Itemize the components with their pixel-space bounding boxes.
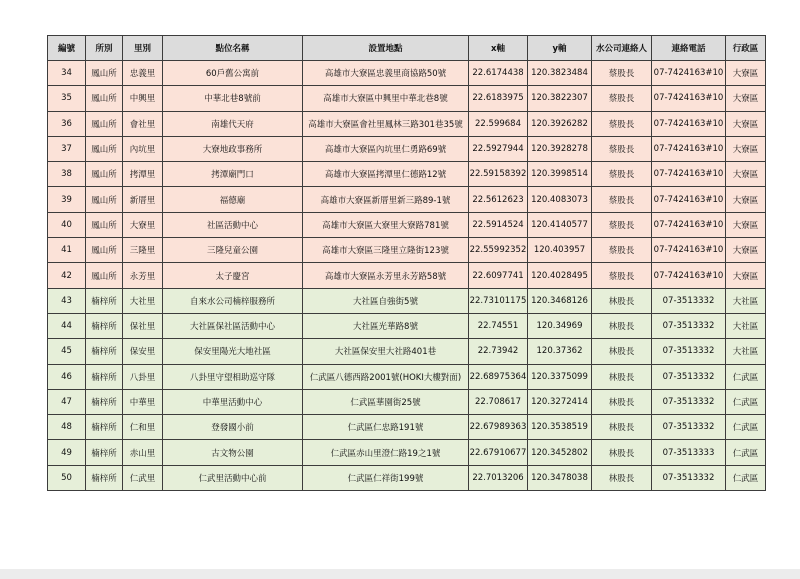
cell-site-name: 南雄代天府	[163, 111, 303, 136]
header-x: x軸	[469, 36, 528, 61]
cell-office: 楠梓所	[86, 339, 123, 364]
cell-address: 高雄市大寮區永芳里永芳路58號	[303, 263, 469, 288]
cell-office: 鳳山所	[86, 238, 123, 263]
cell-number: 34	[48, 61, 86, 86]
cell-village: 忠義里	[123, 61, 163, 86]
cell-office: 鳳山所	[86, 187, 123, 212]
cell-x: 22.5927944	[469, 136, 528, 161]
cell-contact: 蔡股長	[592, 187, 652, 212]
cell-district: 仁武區	[726, 415, 766, 440]
cell-phone: 07-7424163#10	[652, 61, 726, 86]
cell-x: 22.68975364	[469, 364, 528, 389]
cell-office: 楠梓所	[86, 364, 123, 389]
cell-address: 高雄市大寮區大寮里大寮路781號	[303, 212, 469, 237]
cell-address: 高雄市大寮區忠義里商協路50號	[303, 61, 469, 86]
cell-number: 39	[48, 187, 86, 212]
cell-site-name: 中華里活動中心	[163, 389, 303, 414]
cell-office: 鳳山所	[86, 162, 123, 187]
water-station-table	[47, 35, 766, 491]
cell-x: 22.73101175	[469, 288, 528, 313]
cell-contact: 蔡股長	[592, 263, 652, 288]
cell-district: 大寮區	[726, 162, 766, 187]
table-row	[48, 86, 766, 111]
cell-contact: 蔡股長	[592, 162, 652, 187]
cell-number: 38	[48, 162, 86, 187]
cell-number: 47	[48, 389, 86, 414]
cell-village: 大社里	[123, 288, 163, 313]
cell-number: 50	[48, 465, 86, 490]
cell-contact: 蔡股長	[592, 86, 652, 111]
table-row	[48, 263, 766, 288]
cell-number: 48	[48, 415, 86, 440]
cell-y: 120.3928278	[528, 136, 592, 161]
cell-phone: 07-7424163#10	[652, 162, 726, 187]
cell-district: 仁武區	[726, 364, 766, 389]
header-site-name: 點位名稱	[163, 36, 303, 61]
header-number: 編號	[48, 36, 86, 61]
cell-x: 22.708617	[469, 389, 528, 414]
cell-village: 仁武里	[123, 465, 163, 490]
cell-site-name: 仁武里活動中心前	[163, 465, 303, 490]
cell-village: 三隆里	[123, 238, 163, 263]
table-row	[48, 415, 766, 440]
cell-site-name: 社區活動中心	[163, 212, 303, 237]
cell-site-name: 保安里陽光大地社區	[163, 339, 303, 364]
cell-phone: 07-3513332	[652, 389, 726, 414]
cell-x: 22.5612623	[469, 187, 528, 212]
cell-address: 高雄市大寮區三隆里立隆街123號	[303, 238, 469, 263]
cell-phone: 07-3513333	[652, 440, 726, 465]
header-office: 所別	[86, 36, 123, 61]
cell-office: 鳳山所	[86, 61, 123, 86]
table-row	[48, 364, 766, 389]
cell-village: 八卦里	[123, 364, 163, 389]
cell-district: 大寮區	[726, 212, 766, 237]
cell-contact: 蔡股長	[592, 61, 652, 86]
cell-phone: 07-7424163#10	[652, 238, 726, 263]
cell-village: 中華里	[123, 389, 163, 414]
table-row	[48, 339, 766, 364]
cell-y: 120.34969	[528, 313, 592, 338]
cell-district: 仁武區	[726, 440, 766, 465]
cell-site-name: 中華北巷8號前	[163, 86, 303, 111]
table-row	[48, 136, 766, 161]
cell-site-name: 三隆兒童公園	[163, 238, 303, 263]
cell-village: 永芳里	[123, 263, 163, 288]
cell-y: 120.3452802	[528, 440, 592, 465]
cell-phone: 07-3513332	[652, 364, 726, 389]
cell-contact: 林股長	[592, 288, 652, 313]
cell-phone: 07-3513332	[652, 339, 726, 364]
cell-y: 120.4028495	[528, 263, 592, 288]
table-row	[48, 162, 766, 187]
bottom-scroll-area	[0, 569, 800, 579]
cell-phone: 07-7424163#10	[652, 86, 726, 111]
header-village: 里別	[123, 36, 163, 61]
cell-y: 120.3823484	[528, 61, 592, 86]
cell-address: 仁武區仁祥街199號	[303, 465, 469, 490]
cell-site-name: 大寮地政事務所	[163, 136, 303, 161]
header-contact: 水公司連絡人	[592, 36, 652, 61]
cell-y: 120.3468126	[528, 288, 592, 313]
cell-district: 大寮區	[726, 263, 766, 288]
table-row	[48, 111, 766, 136]
cell-village: 中興里	[123, 86, 163, 111]
cell-number: 43	[48, 288, 86, 313]
cell-office: 楠梓所	[86, 389, 123, 414]
cell-address: 仁武區八德西路2001號(HOKI大樓對面)	[303, 364, 469, 389]
cell-y: 120.3538519	[528, 415, 592, 440]
cell-x: 22.67910677	[469, 440, 528, 465]
table-body	[48, 61, 766, 491]
cell-office: 鳳山所	[86, 263, 123, 288]
cell-office: 鳳山所	[86, 86, 123, 111]
cell-village: 仁和里	[123, 415, 163, 440]
cell-x: 22.6174438	[469, 61, 528, 86]
table-row	[48, 288, 766, 313]
cell-office: 楠梓所	[86, 465, 123, 490]
cell-phone: 07-7424163#10	[652, 263, 726, 288]
cell-office: 楠梓所	[86, 288, 123, 313]
cell-x: 22.599684	[469, 111, 528, 136]
cell-site-name: 福德廟	[163, 187, 303, 212]
cell-x: 22.5914524	[469, 212, 528, 237]
cell-village: 內坑里	[123, 136, 163, 161]
cell-office: 鳳山所	[86, 136, 123, 161]
cell-phone: 07-3513332	[652, 415, 726, 440]
header-y: y軸	[528, 36, 592, 61]
cell-number: 36	[48, 111, 86, 136]
cell-y: 120.37362	[528, 339, 592, 364]
cell-contact: 蔡股長	[592, 212, 652, 237]
cell-village: 赤山里	[123, 440, 163, 465]
cell-address: 高雄市大寮區會社里鳳林三路301巷35號	[303, 111, 469, 136]
cell-village: 會社里	[123, 111, 163, 136]
cell-x: 22.6097741	[469, 263, 528, 288]
cell-district: 大寮區	[726, 111, 766, 136]
cell-address: 仁武區華園街25號	[303, 389, 469, 414]
cell-site-name: 60戶舊公寓前	[163, 61, 303, 86]
cell-village: 大寮里	[123, 212, 163, 237]
cell-x: 22.55992352	[469, 238, 528, 263]
cell-phone: 07-7424163#10	[652, 136, 726, 161]
cell-y: 120.3998514	[528, 162, 592, 187]
cell-contact: 林股長	[592, 415, 652, 440]
cell-district: 大寮區	[726, 61, 766, 86]
cell-site-name: 拷潭廟門口	[163, 162, 303, 187]
cell-district: 大寮區	[726, 187, 766, 212]
cell-x: 22.59158392	[469, 162, 528, 187]
cell-x: 22.7013206	[469, 465, 528, 490]
cell-address: 高雄市大寮區中興里中華北巷8號	[303, 86, 469, 111]
header-address: 設置地點	[303, 36, 469, 61]
table-row	[48, 440, 766, 465]
cell-office: 鳳山所	[86, 111, 123, 136]
table-row	[48, 238, 766, 263]
cell-phone: 07-3513332	[652, 313, 726, 338]
water-station-sheet	[47, 35, 766, 491]
cell-district: 大社區	[726, 313, 766, 338]
cell-site-name: 大社區保社區活動中心	[163, 313, 303, 338]
cell-district: 大寮區	[726, 136, 766, 161]
cell-address: 高雄市大寮區新厝里新三路89-1號	[303, 187, 469, 212]
table-row	[48, 465, 766, 490]
cell-village: 保社里	[123, 313, 163, 338]
table-row	[48, 61, 766, 86]
cell-site-name: 古文物公園	[163, 440, 303, 465]
cell-y: 120.3926282	[528, 111, 592, 136]
cell-contact: 林股長	[592, 339, 652, 364]
cell-district: 大社區	[726, 339, 766, 364]
cell-y: 120.3478038	[528, 465, 592, 490]
cell-office: 楠梓所	[86, 415, 123, 440]
table-row	[48, 389, 766, 414]
cell-address: 仁武區赤山里澄仁路19之1號	[303, 440, 469, 465]
cell-y: 120.3272414	[528, 389, 592, 414]
header-district: 行政區	[726, 36, 766, 61]
table-row	[48, 313, 766, 338]
cell-y: 120.4140577	[528, 212, 592, 237]
cell-number: 46	[48, 364, 86, 389]
cell-contact: 林股長	[592, 389, 652, 414]
cell-number: 40	[48, 212, 86, 237]
cell-address: 高雄市大寮區拷潭里仁德路12號	[303, 162, 469, 187]
cell-number: 42	[48, 263, 86, 288]
cell-y: 120.3822307	[528, 86, 592, 111]
cell-contact: 蔡股長	[592, 136, 652, 161]
cell-x: 22.6183975	[469, 86, 528, 111]
cell-village: 拷潭里	[123, 162, 163, 187]
header-phone: 連絡電話	[652, 36, 726, 61]
table-row	[48, 187, 766, 212]
cell-district: 大社區	[726, 288, 766, 313]
cell-y: 120.403957	[528, 238, 592, 263]
cell-contact: 林股長	[592, 364, 652, 389]
cell-site-name: 八卦里守望相助巡守隊	[163, 364, 303, 389]
cell-site-name: 登發國小前	[163, 415, 303, 440]
cell-site-name: 自來水公司楠梓服務所	[163, 288, 303, 313]
cell-contact: 林股長	[592, 440, 652, 465]
cell-number: 45	[48, 339, 86, 364]
cell-contact: 蔡股長	[592, 111, 652, 136]
table-row	[48, 212, 766, 237]
cell-x: 22.67989363	[469, 415, 528, 440]
cell-address: 大社區保安里大社路401巷	[303, 339, 469, 364]
cell-district: 仁武區	[726, 465, 766, 490]
cell-number: 49	[48, 440, 86, 465]
cell-office: 鳳山所	[86, 212, 123, 237]
cell-district: 大寮區	[726, 86, 766, 111]
cell-phone: 07-7424163#10	[652, 111, 726, 136]
cell-number: 35	[48, 86, 86, 111]
cell-phone: 07-3513332	[652, 288, 726, 313]
cell-district: 大寮區	[726, 238, 766, 263]
cell-office: 楠梓所	[86, 440, 123, 465]
cell-address: 大社區自強街5號	[303, 288, 469, 313]
cell-village: 保安里	[123, 339, 163, 364]
cell-address: 大社區光華路8號	[303, 313, 469, 338]
cell-phone: 07-7424163#10	[652, 212, 726, 237]
cell-number: 44	[48, 313, 86, 338]
cell-contact: 林股長	[592, 313, 652, 338]
cell-village: 新厝里	[123, 187, 163, 212]
cell-address: 仁武區仁忠路191號	[303, 415, 469, 440]
cell-site-name: 太子慶宮	[163, 263, 303, 288]
cell-number: 41	[48, 238, 86, 263]
cell-number: 37	[48, 136, 86, 161]
cell-x: 22.74551	[469, 313, 528, 338]
cell-address: 高雄市大寮區內坑里仁勇路69號	[303, 136, 469, 161]
cell-contact: 蔡股長	[592, 238, 652, 263]
table-header-row	[48, 36, 766, 61]
cell-contact: 林股長	[592, 465, 652, 490]
cell-phone: 07-3513332	[652, 465, 726, 490]
cell-x: 22.73942	[469, 339, 528, 364]
cell-district: 仁武區	[726, 389, 766, 414]
cell-y: 120.4083073	[528, 187, 592, 212]
cell-y: 120.3375099	[528, 364, 592, 389]
cell-phone: 07-7424163#10	[652, 187, 726, 212]
cell-office: 楠梓所	[86, 313, 123, 338]
